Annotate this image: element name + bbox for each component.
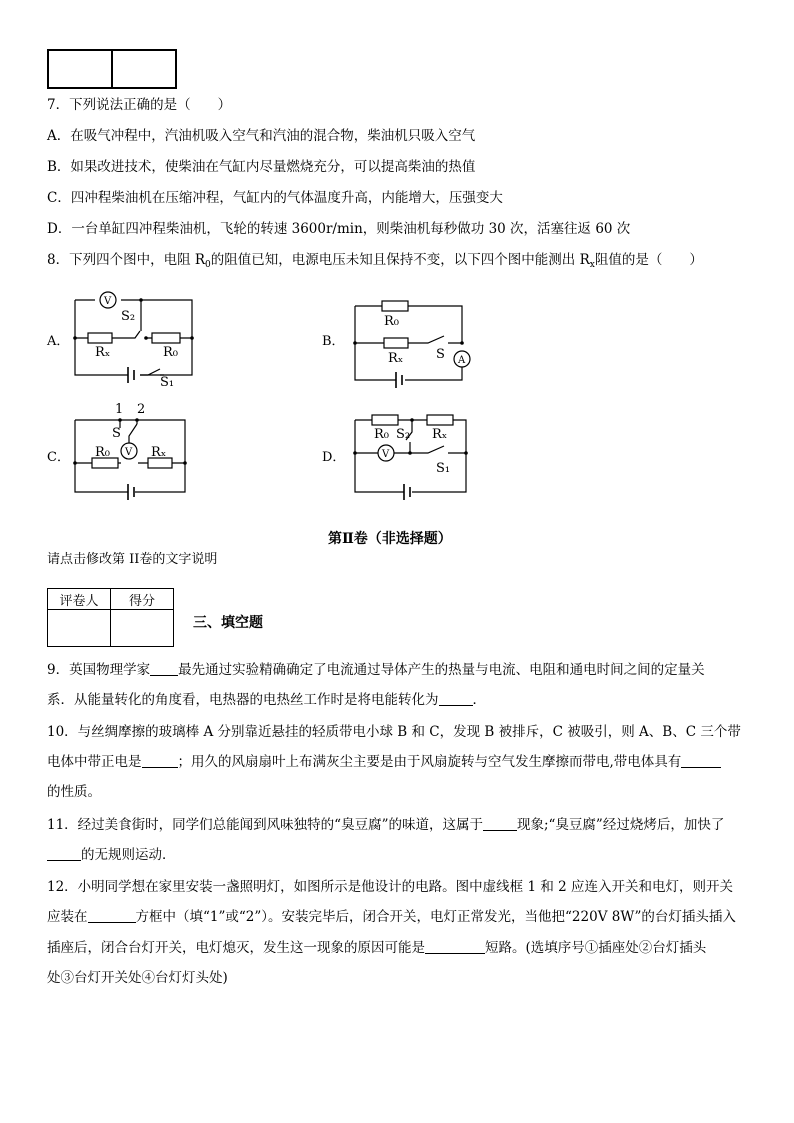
q7-option-d: D．一台单缸四冲程柴油机，飞轮的转速 3600r/min，则柴油机每秒做功 30 次，活塞往返 60 次 [47,221,631,237]
circuit-d-s1-label: S₁ [436,461,451,476]
q9-line1-a: 9．英国物理学家 [47,662,151,678]
q10-blank-1[interactable] [142,753,178,768]
circuit-d-v-label: V [382,449,390,460]
circuit-d-rx [427,415,453,425]
circuit-a [75,292,192,383]
q9-line1-b: 最先通过实验精确确定了电流通过导体产生的热量与电流、电阻和通电时间之间的定量关 [178,662,705,678]
circuit-d-r0 [372,415,398,425]
q8-circuit-diagrams [0,0,794,520]
q8-stem-subx: x [589,260,595,270]
circuit-c [75,420,185,500]
q12-line2 [47,907,736,927]
circuit-c-r0-label: R₀ [95,445,110,460]
q8-option-d-label: D． [322,450,346,465]
q9-line2 [47,690,486,710]
q8-option-a-label: A． [47,334,70,349]
circuit-b-a-label: A [458,355,466,366]
q12-line2-b: 方框中（填“1”或“2”）。安装完毕后，闭合开关，电灯正常发光，当他把“220V 8W”的台灯插头插入 [135,909,736,925]
q9-blank-1[interactable] [150,661,178,676]
circuit-a-v-label: V [104,296,112,307]
q9-line2-a: 系．从能量转化的角度看，电热器的电热丝工作时是将电能转化为 [47,692,439,708]
part2-note[interactable]: 请点击修改第 II卷的文字说明 [47,552,218,567]
circuit-a-s1-label: S₁ [160,375,175,390]
circuit-a-s2-label: S₂ [121,309,136,324]
circuit-b-r0 [382,301,408,311]
q11-blank-1[interactable] [483,816,517,831]
circuit-c-v-label: V [125,447,133,458]
q11-line2 [47,845,176,865]
q9-line1 [47,660,705,680]
circuit-b-s-label: S [436,347,445,362]
circuit-d-rx-label: Rₓ [432,427,448,442]
q9-blank-2[interactable] [439,691,473,706]
q8-stem-part3: 阻值的是（ ） [594,252,703,268]
score-table-header-grader: 评卷人 [48,589,111,610]
circuit-a-rx-label: Rₓ [95,345,111,360]
circuit-a-r0 [152,333,180,343]
circuit-c-s-label: S [112,426,121,441]
q9-line2-b: ． [472,692,486,708]
q7-option-c: C．四冲程柴油机在压缩冲程，气缸内的气体温度升高，内能增大，压强变大 [47,190,503,206]
q11-blank-2[interactable] [47,846,81,861]
q8-option-b-label: B． [322,334,345,349]
q8-stem-sub0: 0 [205,260,211,270]
q10-line1: 10．与丝绸摩擦的玻璃棒 A 分别靠近悬挂的轻质带电小球 B 和 C，发现 B 被排斥，C 被吸引，则 A、B、C 三个带 [47,724,741,740]
circuit-a-rx [88,333,112,343]
q11-line2: 的无规则运动． [81,847,176,863]
q8-option-c-label: C． [47,450,70,465]
circuit-c-1-label: 1 [115,402,124,417]
q10-blank-2[interactable] [681,753,721,768]
part2-title: 第Ⅱ卷（非选择题） [328,531,452,547]
q7-option-a: A．在吸气冲程中，汽油机吸入空气和汽油的混合物，柴油机只吸入空气 [47,128,476,144]
q7-option-b: B．如果改进技术，使柴油在气缸内尽量燃烧充分，可以提高柴油的热值 [47,159,476,175]
score-table-score-cell[interactable] [111,610,174,647]
circuit-c-2-label: 2 [137,402,146,417]
q7-stem: 7．下列说法正确的是（ ） [47,97,232,113]
q12-line2-a: 应装在 [47,909,88,925]
q11-line1 [47,815,724,835]
q10-line3: 的性质。 [47,784,101,800]
q10-line2-a: 电体中带正电是 [47,754,142,770]
circuit-a-r0-label: R₀ [163,345,178,360]
q12-line1: 12．小明同学想在家里安装一盏照明灯，如图所示是他设计的电路。图中虚线框 1 和 2 应连入开关和电灯，则开关 [47,879,734,895]
circuit-d-s2-label: S₂ [396,427,411,442]
circuit-b [355,301,470,388]
q12-blank-2[interactable] [425,939,485,954]
q11-line1-a: 11．经过美食街时，同学们总能闻到风味独特的“臭豆腐”的味道，这属于 [47,817,483,833]
q12-line3-a: 插座后，闭合台灯开关，电灯熄灭，发生这一现象的原因可能是 [47,940,425,956]
q12-blank-1[interactable] [88,908,136,923]
q10-line2-b: ；用久的风扇扇叶上布满灰尘主要是由于风扇旋转与空气发生摩擦而带电,带电体具有 [177,754,682,770]
circuit-c-rx-label: Rₓ [151,445,167,460]
q10-line2 [47,752,721,772]
circuit-b-rx [384,338,408,348]
q12-line3 [47,938,706,958]
circuit-d [355,415,466,500]
section3-title: 三、填空题 [193,615,263,631]
q8-stem-part2: 的阻值已知，电源电压未知且保持不变，以下四个图中能测出 R [210,252,590,268]
q11-line1-b: 现象;“臭豆腐”经过烧烤后，加快了 [516,817,725,833]
q12-line3-b: 短路。(选填序号①插座处②台灯插头 [485,940,707,956]
circuit-b-r0-label: R₀ [384,314,399,329]
q8-stem-part1: 8．下列四个图中，电阻 R [47,252,206,268]
circuit-b-rx-label: Rₓ [388,351,404,366]
score-table-header-score: 得分 [111,589,174,610]
circuit-d-r0-label: R₀ [374,427,389,442]
score-table-grader-cell[interactable] [48,610,111,647]
score-table [47,588,174,647]
q12-line4: 处③台灯开关处④台灯灯头处) [47,970,228,986]
